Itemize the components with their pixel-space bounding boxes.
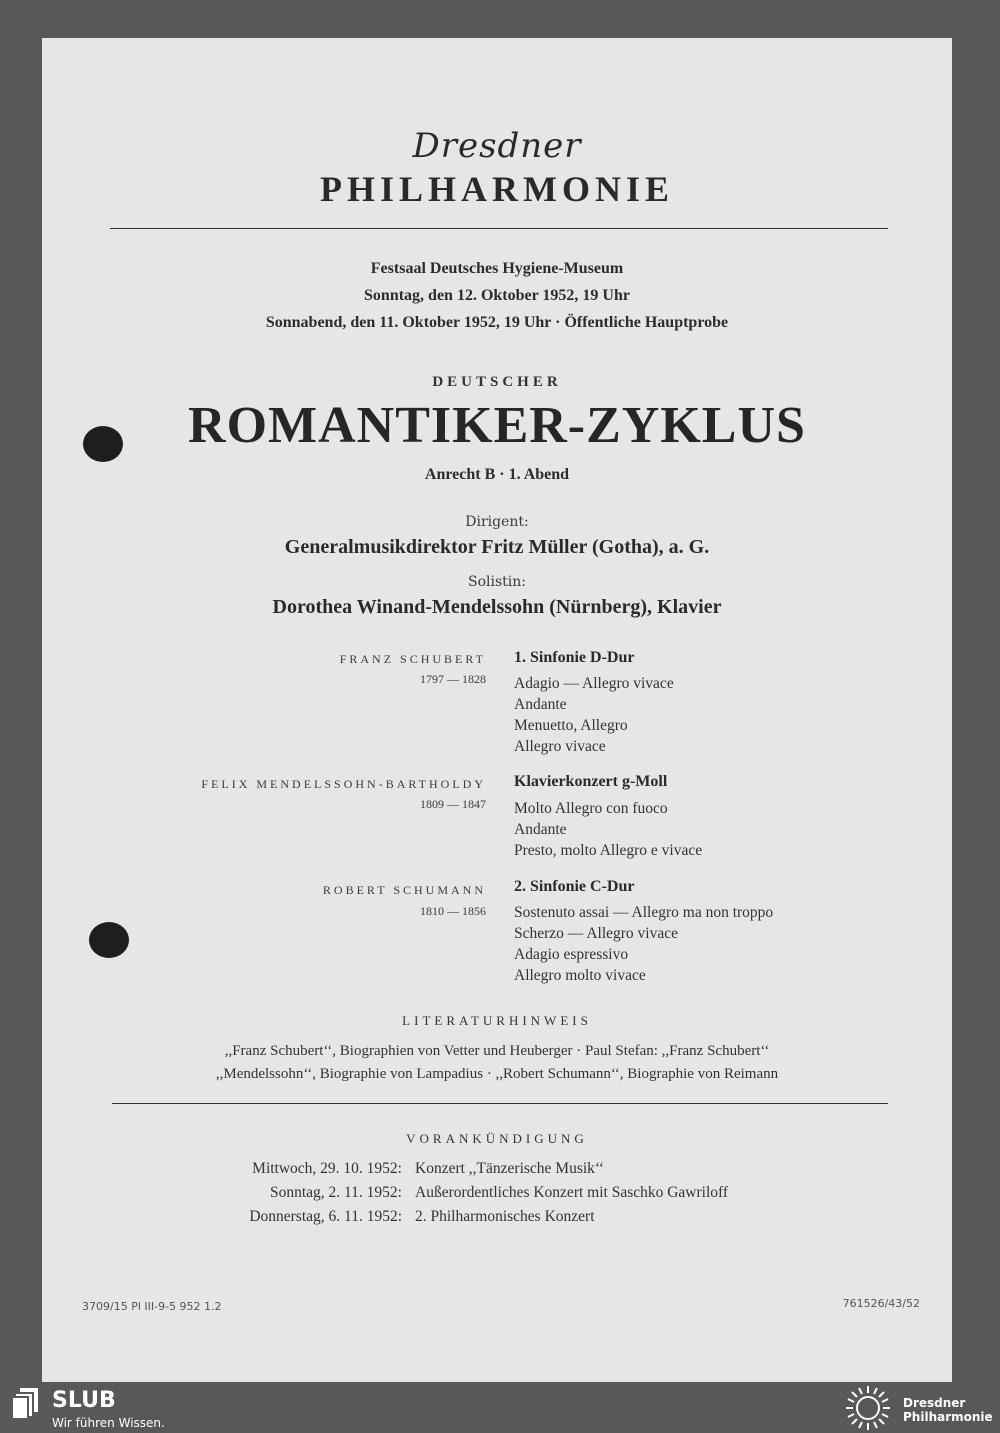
announcement-dates [249,1157,402,1229]
work-title: Klavierkonzert g-Moll [514,773,668,790]
movement: Menuetto, Allegro [514,717,628,734]
movement: Andante [514,821,567,838]
cycle-subtitle: Anrecht B · 1. Abend [424,466,570,483]
composer-name: ROBERT SCHUMANN [322,883,486,897]
composer-name: FELIX MENDELSSOHN-BARTHOLDY [201,777,486,791]
movement: Sostenuto assai — Allegro ma non troppo [514,904,774,921]
announcement-events [415,1157,728,1229]
literature-heading: LITERATURHINWEIS [402,1013,592,1028]
announcement-date: Sonntag, 2. 11. 1952: [269,1184,402,1201]
header-main-title: PHILHARMONIE [319,169,674,209]
partner-line-1: Dresdner [903,1396,966,1410]
announcement-date: Donnerstag, 6. 11. 1952: [249,1208,402,1225]
movement-list [514,673,674,757]
document-stack-icon [12,1388,40,1420]
announcement-event: Konzert ,,Tänzerische Musik‘‘ [415,1160,605,1177]
work-title: 1. Sinfonie D-Dur [514,649,635,666]
movement: Andante [514,696,567,713]
movement: Adagio — Allegro vivace [514,675,674,692]
movement: Presto, molto Allegro e vivace [514,842,703,859]
composer-years: 1810 — 1856 [420,904,486,918]
partner-logo-text[interactable] [903,1396,993,1424]
movement-list [514,902,773,986]
print-code-left: 3709/15 Pl III-9-5 952 1.2 [82,1300,222,1313]
movement: Allegro molto vivace [514,967,646,984]
header-divider [110,228,888,229]
venue-line-3: Sonnabend, den 11. Oktober 1952, 19 Uhr · Öffentliche Hauptprobe [265,314,729,331]
venue-block [42,255,952,336]
composer-years: 1797 — 1828 [420,672,486,686]
soloist-name: Dorothea Winand-Mendelssohn (Nürnberg), Klavier [272,596,722,618]
program-sheet [42,38,952,1382]
literature-line-2: ,,Mendelssohn‘‘, Biographie von Lampadius · ,,Robert Schumann‘‘, Biographie von Reimann [215,1066,779,1082]
print-code-right: 761526/43/52 [842,1297,920,1310]
conductor-name: Generalmusikdirektor Fritz Müller (Gotha), a. G. [284,536,710,558]
composer-name: FRANZ SCHUBERT [339,652,486,666]
announcement-date: Mittwoch, 29. 10. 1952: [252,1160,402,1177]
venue-line-1: Festsaal Deutsches Hygiene-Museum [370,260,624,277]
header-script-title: Dresdner [412,126,582,166]
announcement-event: Außerordentliches Konzert mit Saschko Gawriloff [415,1184,729,1201]
section-divider [112,1103,888,1104]
announcement-event: 2. Philharmonisches Konzert [415,1208,595,1225]
literature-line-1: ,,Franz Schubert‘‘, Biographien von Vetter und Heuberger · Paul Stefan: ,,Franz Schubert‘‘ [224,1043,770,1059]
slub-tagline: Wir führen Wissen. [52,1416,165,1430]
movement: Scherzo — Allegro vivace [514,925,678,942]
movement-list [514,798,702,861]
literature-block [42,1040,952,1086]
slub-logo[interactable]: SLUB [52,1388,116,1413]
movement: Molto Allegro con fuoco [514,800,668,817]
cycle-title: ROMANTIKER-ZYKLUS [188,397,806,454]
sunburst-logo-icon[interactable] [842,1384,894,1432]
punch-hole-lower [89,922,129,958]
movement: Allegro vivace [514,738,606,755]
partner-line-2: Philharmonie [903,1410,993,1424]
venue-line-2: Sonntag, den 12. Oktober 1952, 19 Uhr [364,287,630,304]
cycle-kicker: DEUTSCHER [432,374,562,390]
movement: Adagio espressivo [514,946,629,963]
conductor-role: Dirigent: [465,514,529,530]
soloist-role: Solistin: [468,574,526,590]
work-title: 2. Sinfonie C-Dur [514,878,635,895]
composer-years: 1809 — 1847 [420,797,486,811]
announcement-heading: VORANKÜNDIGUNG [406,1131,588,1146]
